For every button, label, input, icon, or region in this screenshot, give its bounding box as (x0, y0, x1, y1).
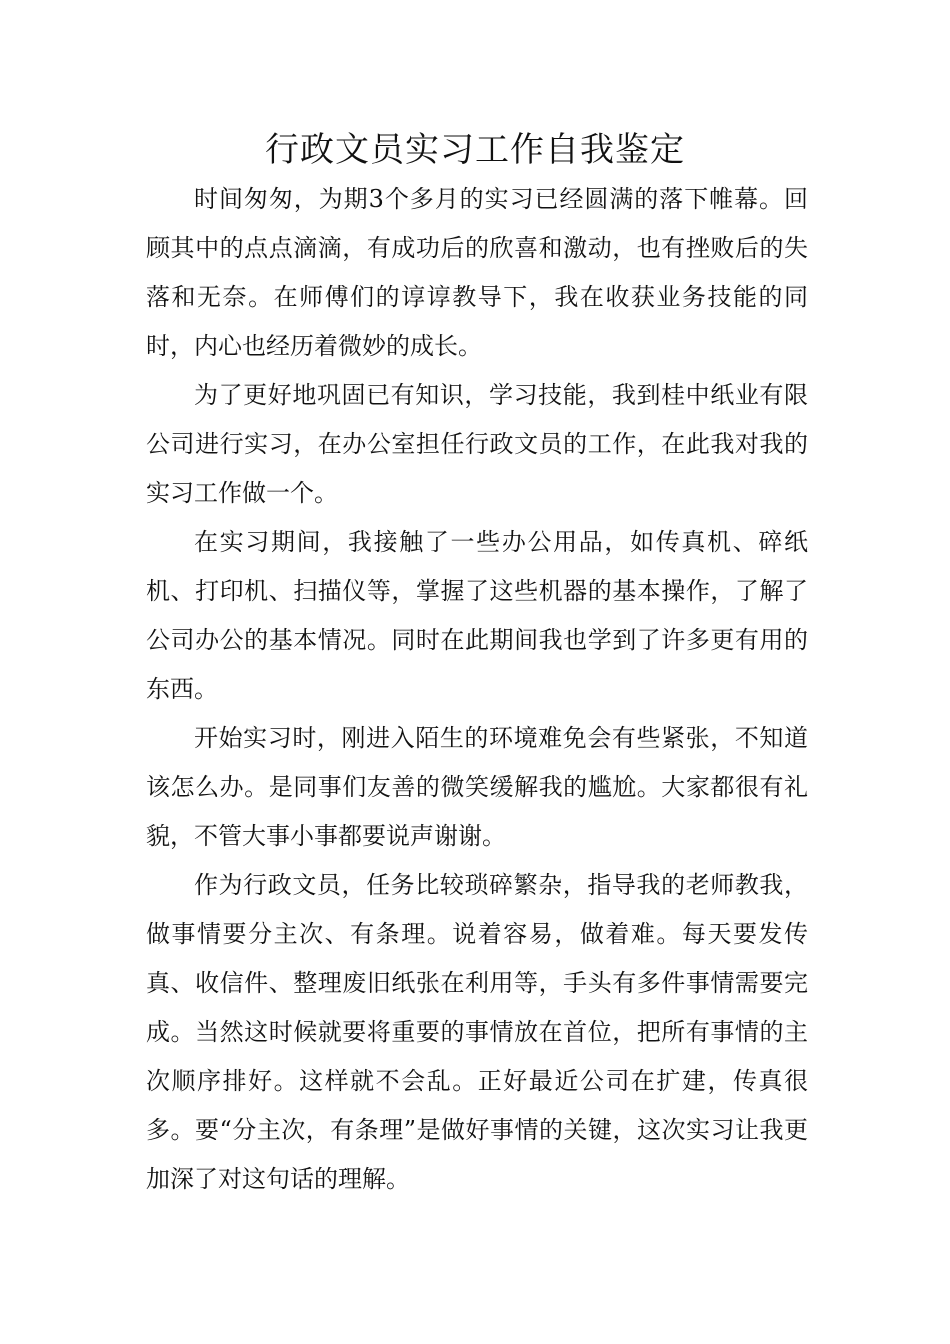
document-body (146, 175, 808, 1204)
paragraph-2: 为了更好地巩固已有知识，学习技能，我到桂中纸业有限公司进行实习，在办公室担任行政文员的工作，在此我对我的实习工作做一个。 (146, 381, 808, 507)
paragraph-1: 时间匆匆，为期3个多月的实习已经圆满的落下帷幕。回顾其中的点点滴滴，有成功后的欣喜和激动，也有挫败后的失落和无奈。在师傅们的谆谆教导下，我在收获业务技能的同时，内心也经历着微妙的成长。 (146, 185, 808, 360)
paragraph-4: 开始实习时，刚进入陌生的环境难免会有些紧张，不知道该怎么办。是同事们友善的微笑缓解我的尴尬。大家都很有礼貌，不管大事小事都要说声谢谢。 (146, 724, 808, 850)
paragraph-3: 在实习期间，我接触了一些办公用品，如传真机、碎纸机、打印机、扫描仪等，掌握了这些机器的基本操作，了解了公司办公的基本情况。同时在此期间我也学到了许多更有用的东西。 (146, 528, 808, 703)
paragraph-5: 作为行政文员，任务比较琐碎繁杂，指导我的老师教我，做事情要分主次、有条理。说着容易，做着难。每天要发传真、收信件、整理废旧纸张在利用等，手头有多件事情需要完成。当然这时候就要将重要的事情放在首位，把所有事情的主次顺序排好。这样就不会乱。正好最近公司在扩建，传真很多。要“分主次，有条理”是做好事情的关键，这次实习让我更加深了对这句话的理解。 (146, 871, 808, 1193)
document-title: 行政文员实习工作自我鉴定 (265, 130, 685, 170)
